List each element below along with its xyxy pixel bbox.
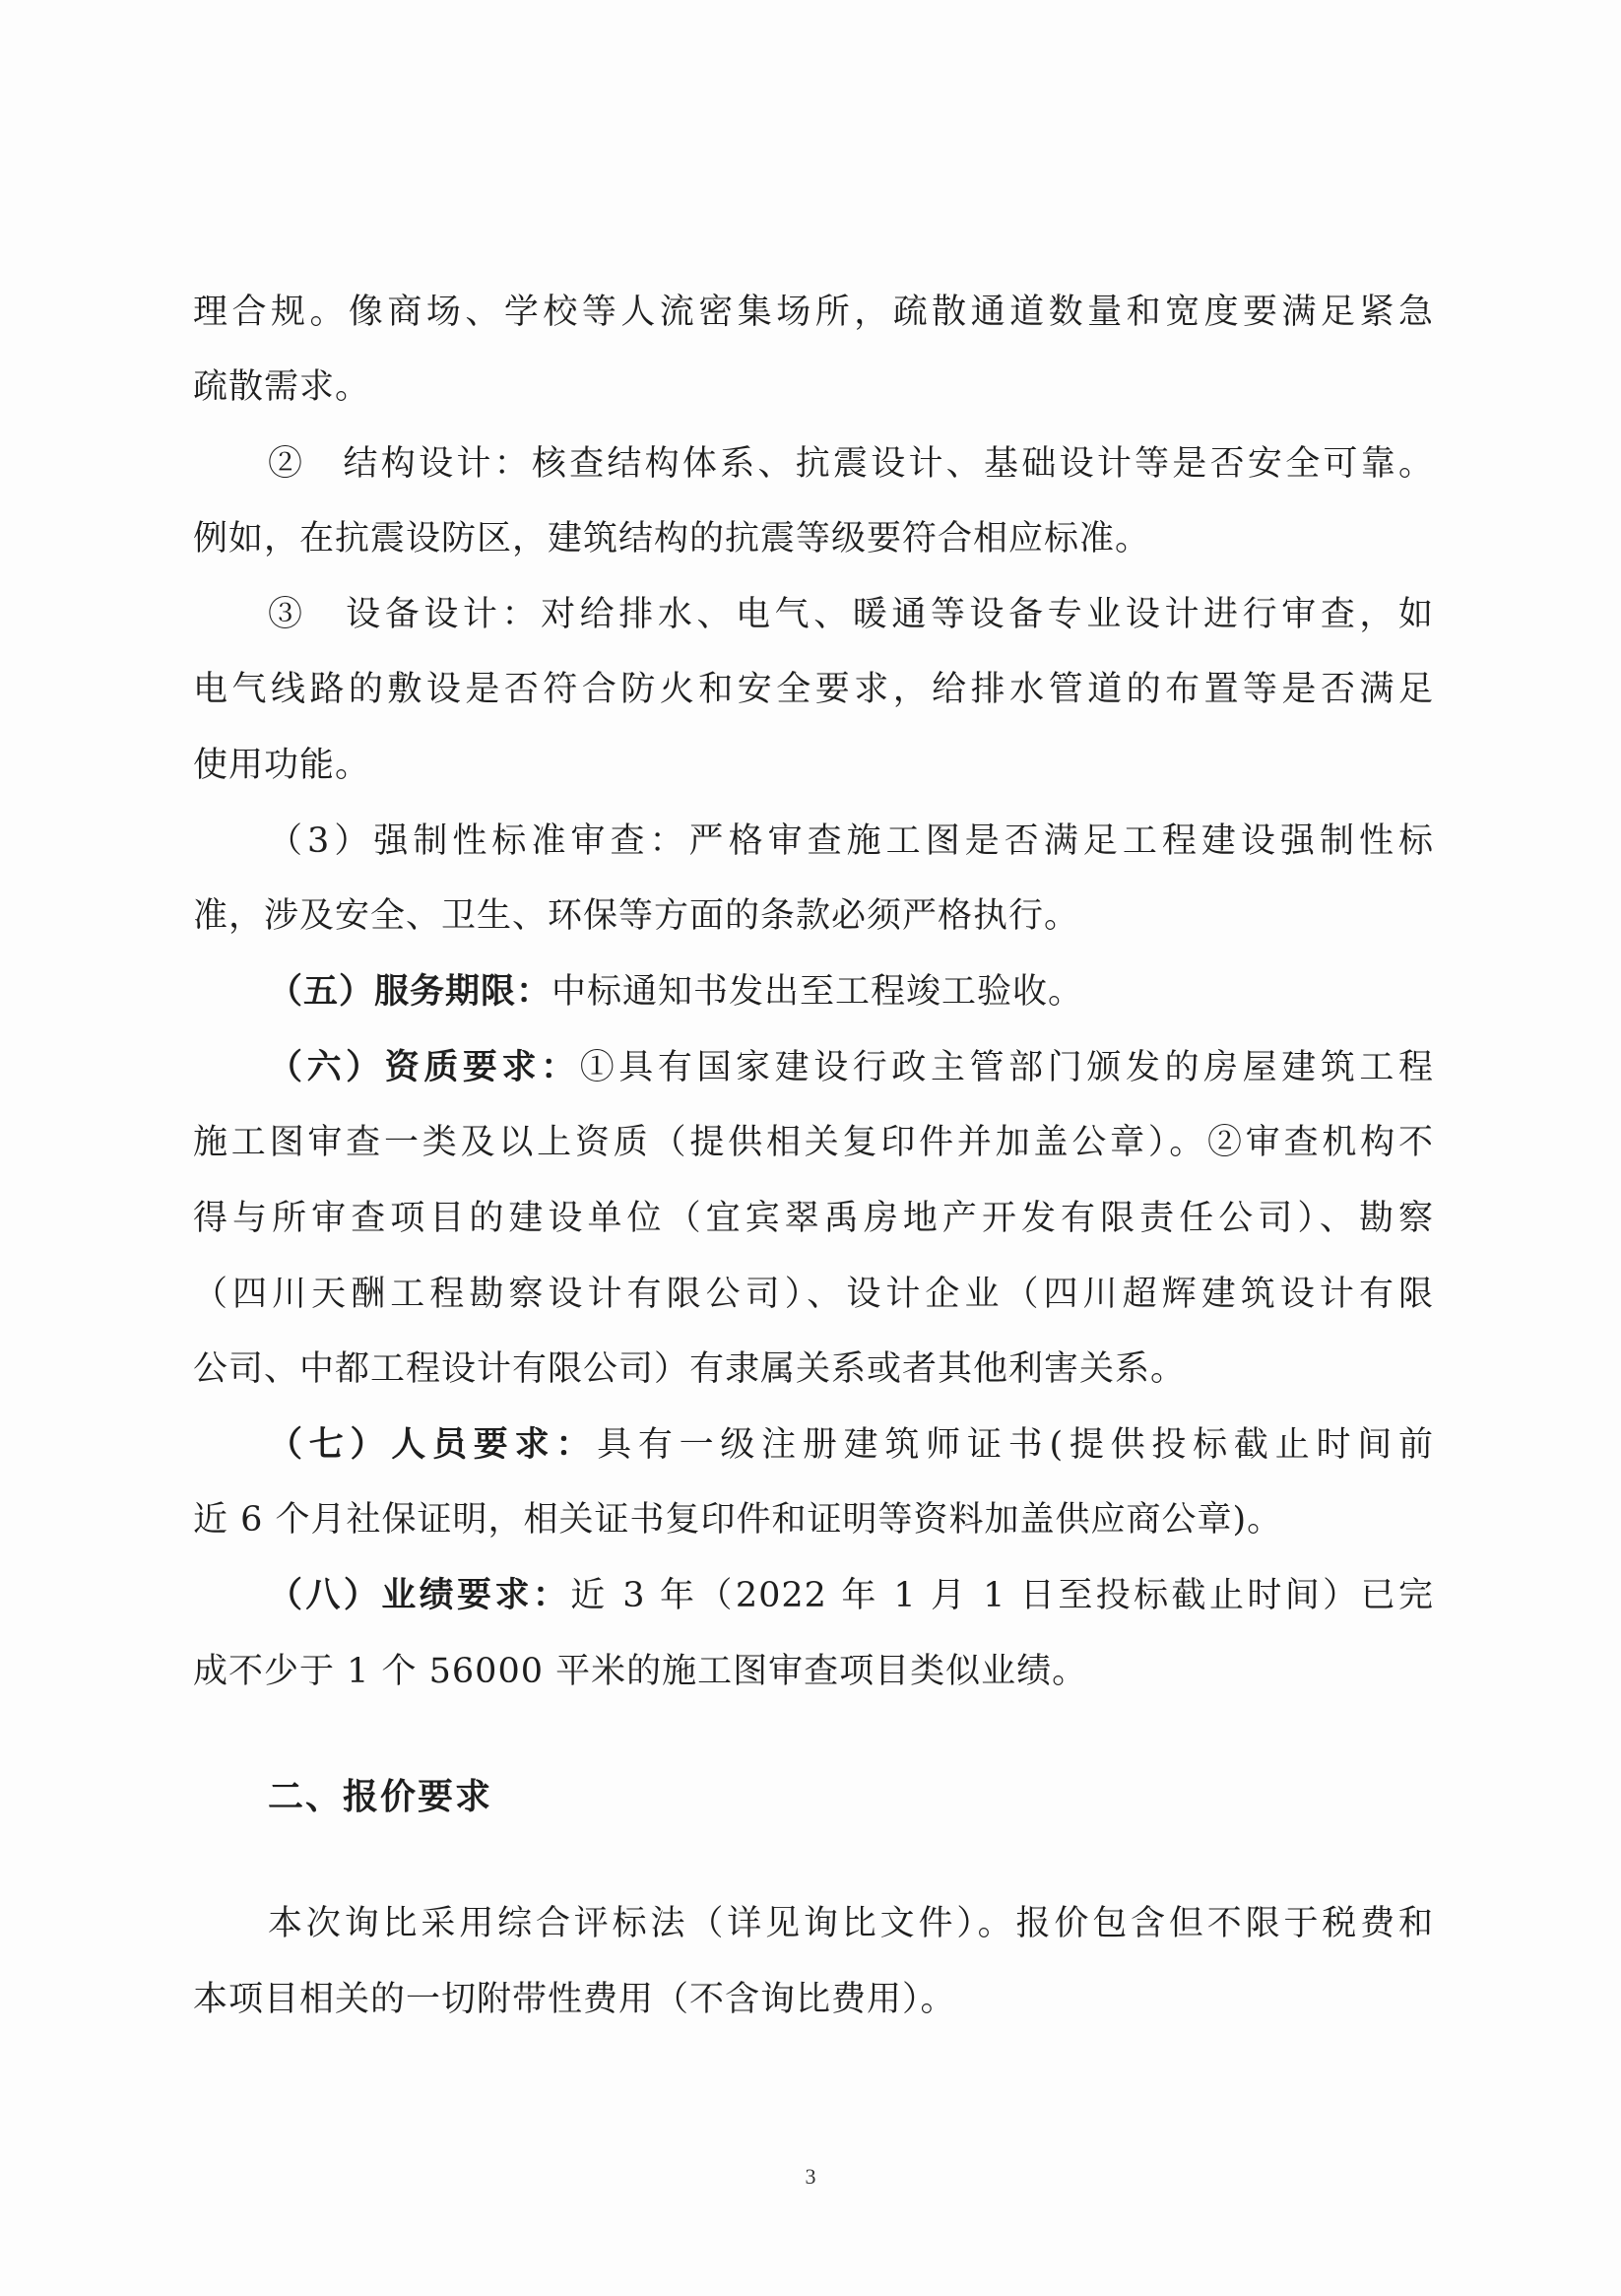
paragraph-line: 近 6 个月社保证明，相关证书复印件和证明等资料加盖供应商公章)。	[193, 1500, 1283, 1540]
personnel-label: （七）人员要求：	[268, 1424, 598, 1465]
service-period-label: （五）服务期限：	[268, 971, 552, 1012]
personnel-line	[268, 1423, 1434, 1467]
paragraph-line: 电气线路的敷设是否符合防火和安全要求，给排水管道的布置等是否满足	[193, 670, 1434, 709]
qualification-text: ①具有国家建设行政主管部门颁发的房屋建筑工程	[579, 1048, 1434, 1087]
paragraph-line: ② 结构设计：核查结构体系、抗震设计、基础设计等是否安全可靠。	[268, 444, 1434, 484]
paragraph-line: 理合规。像商场、学校等人流密集场所，疏散通道数量和宽度要满足紧急	[193, 293, 1434, 332]
paragraph-line: 例如，在抗震设防区，建筑结构的抗震等级要符合相应标准。	[193, 519, 1151, 558]
service-period-line	[268, 970, 1083, 1014]
paragraph-line: 成不少于 1 个 56000 平米的施工图审查项目类似业绩。	[193, 1652, 1088, 1691]
paragraph-line: （3）强制性标准审查：严格审查施工图是否满足工程建设强制性标	[268, 821, 1434, 861]
paragraph-line: 本次询比采用综合评标法（详见询比文件）。报价包含但不限于税费和	[268, 1904, 1434, 1943]
paragraph-line: 公司、中都工程设计有限公司）有隶属关系或者其他利害关系。	[193, 1349, 1187, 1389]
personnel-text: 具有一级注册建筑师证书(提供投标截止时间前	[597, 1425, 1434, 1465]
paragraph-line: ③ 设备设计：对给排水、电气、暖通等设备专业设计进行审查，如	[268, 595, 1434, 634]
paragraph-line: 使用功能。	[193, 746, 371, 785]
qualification-line	[268, 1046, 1434, 1089]
paragraph-line: （四川天酬工程勘察设计有限公司）、设计企业（四川超辉建筑设计有限	[193, 1275, 1434, 1314]
performance-text: 近 3 年（2022 年 1 月 1 日至投标截止时间）已完	[570, 1576, 1434, 1615]
paragraph-line: 得与所审查项目的建设单位（宜宾翠禹房地产开发有限责任公司）、勘察	[193, 1199, 1434, 1238]
page-number: 3	[805, 2164, 816, 2189]
performance-line	[268, 1574, 1434, 1617]
performance-label: （八）业绩要求：	[268, 1575, 571, 1615]
section-heading: 二、报价要求	[268, 1777, 493, 1817]
paragraph-line: 本项目相关的一切附带性费用（不含询比费用）。	[193, 1980, 956, 2019]
paragraph-line: 疏散需求。	[193, 367, 371, 407]
paragraph-line: 施工图审查一类及以上资质（提供相关复印件并加盖公章）。②审查机构不	[193, 1123, 1434, 1162]
paragraph-line: 准，涉及安全、卫生、环保等方面的条款必须严格执行。	[193, 896, 1080, 936]
qualification-label: （六）资质要求：	[268, 1047, 580, 1087]
service-period-text: 中标通知书发出至工程竣工验收。	[551, 972, 1084, 1012]
